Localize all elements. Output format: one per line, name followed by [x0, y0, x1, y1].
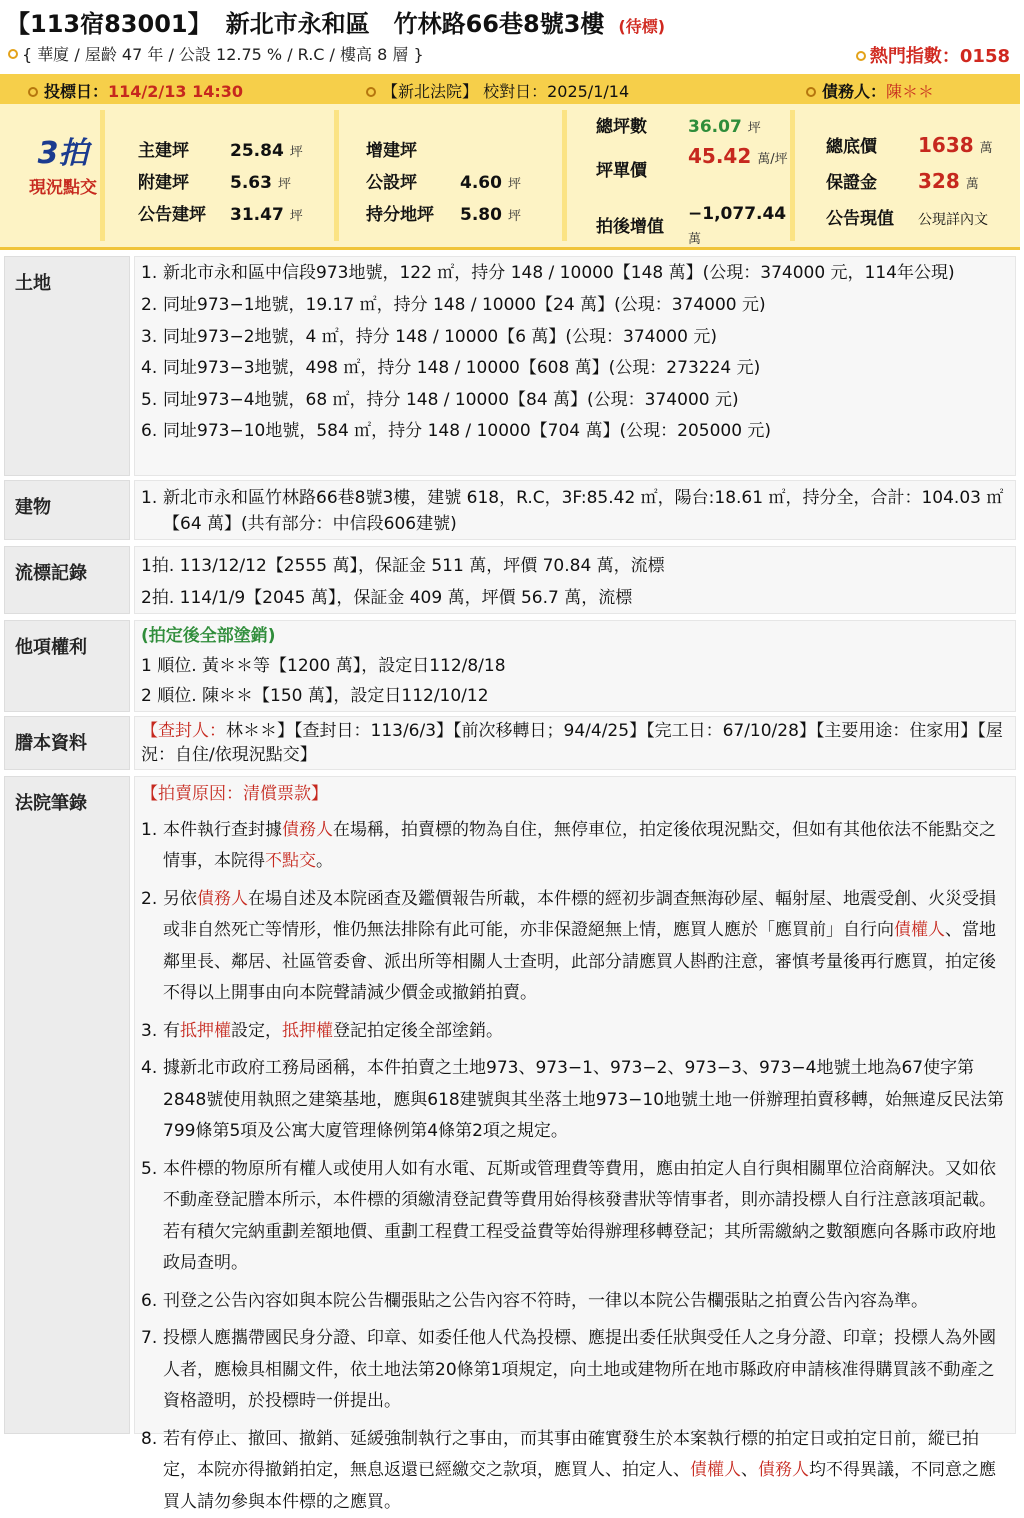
- list-item: 1. 新北市永和區竹林路66巷8號3樓，建號 618，R.C，3F:85.42 ㎡，陽台:18.61 ㎡，持分全，合計：104.03 ㎡【64 萬】(共有部分：中信段606建號): [141, 485, 1009, 537]
- bullet-icon: [8, 49, 18, 59]
- auction-reason: 【拍賣原因：清償票款】: [141, 779, 1009, 811]
- list-item: 2拍. 114/1/9【2045 萬】，保証金 409 萬，坪價 56.7 萬，流標: [141, 583, 1009, 615]
- list-item: 4. 據新北市政府工務局函稱，本件拍賣之土地973、973−1、973−2、973−3、973−4地號土地為67使字第2848號使用執照之建築基地，應與618建號與其坐落土地973−10地號土地一併辦理拍賣移轉，始無違反民法第799條第5項及公寓大廈管理條例第4條第2項之規定。: [141, 1053, 1009, 1148]
- auction-round: 3拍 現況點交: [0, 128, 126, 200]
- building-section: [4, 480, 1016, 540]
- current-value: 公告現值 公現詳內文: [826, 204, 988, 229]
- aux-area: 附建坪 5.63 坪: [138, 168, 291, 193]
- handover-status: 現況點交: [0, 176, 126, 200]
- list-item: 4. 同址973−3地號，498 ㎡，持分 148 / 10000【608 萬】(公現：273224 元): [141, 353, 1009, 385]
- other-rights-section: [4, 620, 1016, 712]
- public-area: 公告建坪 31.47 坪: [138, 200, 303, 225]
- added-area: 增建坪: [366, 136, 417, 161]
- failed-bid-section: [4, 546, 1016, 614]
- section-label: 土地: [15, 269, 51, 295]
- list-item: 6. 刊登之公告內容如與本院公告欄張貼之公告內容不符時，一律以本院公告欄張貼之拍賣公告內容為準。: [141, 1286, 1009, 1318]
- seal-label: 【查封人：: [141, 721, 226, 741]
- property-meta: [8, 42, 1014, 68]
- register-text: 林＊＊】【查封日：113/6/3】【前次移轉日；94/4/25】【完工日：67/10/28】【主要用途：住家用】【屋況：自住/依現況點交】: [141, 721, 1003, 765]
- section-label: 他項權利: [15, 633, 87, 659]
- list-item: 1拍. 113/12/12【2555 萬】，保証金 511 萬，坪價 70.84 萬，流標: [141, 551, 1009, 583]
- post-auction-value: −1,077.44 萬: [688, 202, 788, 252]
- list-item: 5. 同址973−4地號，68 ㎡，持分 148 / 10000【84 萬】(公現：374000 元): [141, 385, 1009, 417]
- base-price: 總底價 1638 萬: [826, 132, 993, 157]
- status-badge: (待標): [618, 17, 665, 36]
- section-label: 建物: [15, 493, 51, 519]
- bullet-icon: [28, 87, 38, 97]
- list-item: 1 順位. 黃＊＊等【1200 萬】，設定日112/8/18: [141, 651, 1009, 681]
- post-auction-label: 拍後增值: [596, 212, 664, 237]
- list-item: 5. 本件標的物原所有權人或使用人如有水電、瓦斯或管理費等費用，應由拍定人自行與相關單位洽商解決。又如依不動產登記謄本所示，本件標的須繳清登記費等費用始得核發書狀等情事者，則亦請投標人自行注意該項記載。若有積欠完納重劃差額地價、重劃工程費工程受益費等始得辦理移轉登記；其所需繳納之數額應向各縣市政府地政局查明。: [141, 1154, 1009, 1280]
- info-strip: [0, 74, 1020, 104]
- rights-note: (拍定後全部塗銷): [141, 621, 1009, 651]
- section-label: 法院筆錄: [15, 789, 87, 815]
- unit-price: 45.42 萬/坪: [688, 144, 788, 172]
- list-item: 3. 同址973−2地號，4 ㎡，持分 148 / 10000【6 萬】(公現：374000 元): [141, 322, 1009, 354]
- hot-index: 熱門指數：0158: [856, 42, 1010, 68]
- total-area: 總坪數 36.07 坪: [596, 112, 761, 137]
- land-section: [4, 256, 1016, 476]
- case-number: 【113宿83001】: [6, 10, 212, 38]
- deposit: 保證金 328 萬: [826, 168, 979, 193]
- bullet-icon: [366, 87, 376, 97]
- section-label: 流標記錄: [15, 559, 87, 585]
- list-item: 1. 新北市永和區中信段973地號，122 ㎡，持分 148 / 10000【148 萬】(公現：374000 元，114年公現): [141, 261, 1009, 286]
- land-share-area: 持分地坪 5.80 坪: [366, 200, 521, 225]
- common-area: 公設坪 4.60 坪: [366, 168, 521, 193]
- stats-panel: [0, 104, 1020, 250]
- bullet-icon: [856, 51, 866, 61]
- main-area: 主建坪 25.84 坪: [138, 136, 303, 161]
- listing-title: [6, 4, 1016, 38]
- debtor: 債務人：陳＊＊: [806, 79, 934, 102]
- list-item: 1. 本件執行查封據債務人在場稱，拍賣標的物為自住，無停車位，拍定後依現況點交，但如有其他依法不能點交之情事，本院得不點交。: [141, 815, 1009, 878]
- list-item: 2. 另依債務人在場自述及本院函查及鑑價報告所載，本件標的經初步調查無海砂屋、輻射屋、地震受創、火災受損或非自然死亡等情形，惟仍無法排除有此可能，亦非保證絕無上情，應買人應於「應買前」自行向債權人、當地鄰里長、鄰居、社區管委會、派出所等相關人士查明，此部分請應買人斟酌注意，審慎考量後再行應買，拍定後不得以上開事由向本院聲請減少價金或撤銷拍賣。: [141, 884, 1009, 1010]
- meta-text: { 華廈 / 屋齡 47 年 / 公設 12.75 % / R.C / 樓高 8 層 }: [22, 45, 424, 64]
- section-label: 謄本資料: [15, 729, 87, 755]
- court-notes-section: [4, 776, 1016, 1434]
- unit-price-label: 坪單價: [596, 156, 647, 181]
- list-item: 3. 有抵押權設定，抵押權登記拍定後全部塗銷。: [141, 1016, 1009, 1048]
- bid-date: 投標日：114/2/13 14:30: [28, 79, 243, 102]
- bullet-icon: [806, 87, 816, 97]
- court-info: 【新北法院】 校對日：2025/1/14: [366, 79, 629, 102]
- list-item: 2. 同址973−1地號，19.17 ㎡，持分 148 / 10000【24 萬】(公現：374000 元): [141, 290, 1009, 322]
- list-item: 7. 投標人應攜帶國民身分證、印章、如委任他人代為投標、應提出委任狀與受任人之身分證、印章；投標人為外國人者，應檢具相關文件，依土地法第20條第1項規定，向土地或建物所在地市縣政府申請核准得購買該不動產之資格證明，於投標時一併提出。: [141, 1323, 1009, 1418]
- property-address: 新北市永和區 竹林路66巷8號3樓: [226, 10, 605, 38]
- list-item: 6. 同址973−10地號，584 ㎡，持分 148 / 10000【704 萬】(公現：205000 元): [141, 416, 1009, 448]
- list-item: 2 順位. 陳＊＊【150 萬】，設定日112/10/12: [141, 681, 1009, 711]
- list-item: 8. 若有停止、撤回、撤銷、延緩強制執行之事由，而其事由確實發生於本案執行標的拍定日或拍定日前，縱已拍定，本院亦得撤銷拍定，無息返還已經繳交之款項，應買人、拍定人、債權人、債務人均不得異議，不同意之應買人請勿參與本件標的之應買。: [141, 1424, 1009, 1518]
- register-section: [4, 716, 1016, 770]
